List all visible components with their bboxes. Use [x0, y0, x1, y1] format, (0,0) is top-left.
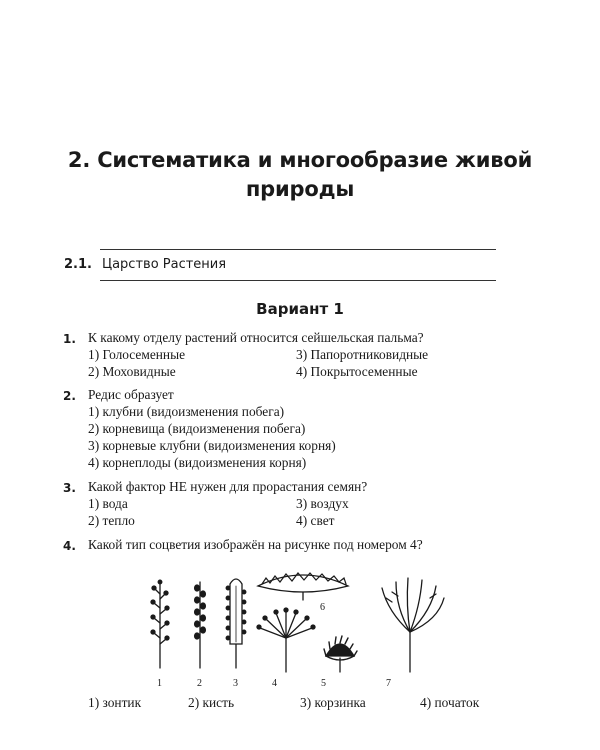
question-1-option-1: 1) Голосеменные — [88, 347, 186, 362]
inflorescence-7-compound — [382, 578, 444, 672]
question-4-option-1: 1) зонтик — [88, 695, 142, 710]
figure-label-1: 1 — [157, 678, 162, 689]
question-2-option-3: 3) корневые клубни (видоизменения корня) — [88, 438, 336, 453]
question-1-option-4: 4) Покрытосеменные — [296, 364, 418, 379]
question-2-option-2: 2) корневища (видоизменения побега) — [88, 421, 306, 436]
chapter-title-line-1: 2. Систематика и многообразие живой — [67, 148, 533, 172]
question-3-option-1: 1) вода — [88, 496, 128, 511]
inflorescence-3-spadix — [226, 579, 246, 668]
inflorescence-5-capitulum — [324, 636, 357, 672]
figure-label-2: 2 — [197, 678, 202, 689]
question-2-text: Редис образует — [88, 387, 174, 402]
question-4-option-4: 4) початок — [420, 695, 480, 710]
inflorescence-2-spike — [195, 582, 206, 668]
question-3-number: 3. — [63, 481, 76, 495]
question-2-number: 2. — [63, 389, 76, 403]
question-4-option-2: 2) кисть — [188, 695, 235, 710]
question-3-text: Какой фактор НЕ нужен для прорастания семян? — [88, 479, 368, 494]
question-2-option-1: 1) клубни (видоизменения побега) — [88, 404, 285, 419]
figure-label-6: 6 — [320, 602, 325, 613]
figure-label-5: 5 — [321, 678, 326, 689]
figure-label-7: 7 — [386, 678, 391, 689]
question-3-option-4: 4) свет — [296, 513, 335, 528]
variant-title: Вариант 1 — [256, 300, 344, 318]
section-title: Царство Растения — [102, 257, 227, 272]
chapter-title — [60, 146, 540, 204]
question-4-text: Какой тип соцветия изображён на рисунке под номером 4? — [88, 537, 423, 552]
inflorescence-4-umbel — [257, 608, 315, 672]
section-number: 2.1. — [64, 257, 92, 272]
question-1-option-3: 3) Папоротниковидные — [296, 347, 429, 362]
figure-label-4: 4 — [272, 678, 277, 689]
question-4-option-3: 3) корзинка — [300, 695, 366, 710]
chapter-title-line-2: природы — [245, 177, 355, 201]
question-1-option-2: 2) Моховидные — [88, 364, 176, 379]
section-rule-bottom — [100, 280, 496, 281]
question-2-option-4: 4) корнеплоды (видоизменения корня) — [88, 455, 307, 470]
question-3-option-3: 3) воздух — [296, 496, 349, 511]
section-rule-top — [100, 249, 496, 250]
inflorescence-1-raceme — [151, 580, 169, 668]
figure-label-3: 3 — [233, 678, 238, 689]
inflorescence-figure — [140, 572, 520, 690]
question-3-option-2: 2) тепло — [88, 513, 135, 528]
question-1-text: К какому отделу растений относится сейшельская пальма? — [88, 330, 424, 345]
question-4-number: 4. — [63, 539, 76, 553]
inflorescence-6-head — [258, 573, 348, 600]
question-1-number: 1. — [63, 332, 76, 346]
